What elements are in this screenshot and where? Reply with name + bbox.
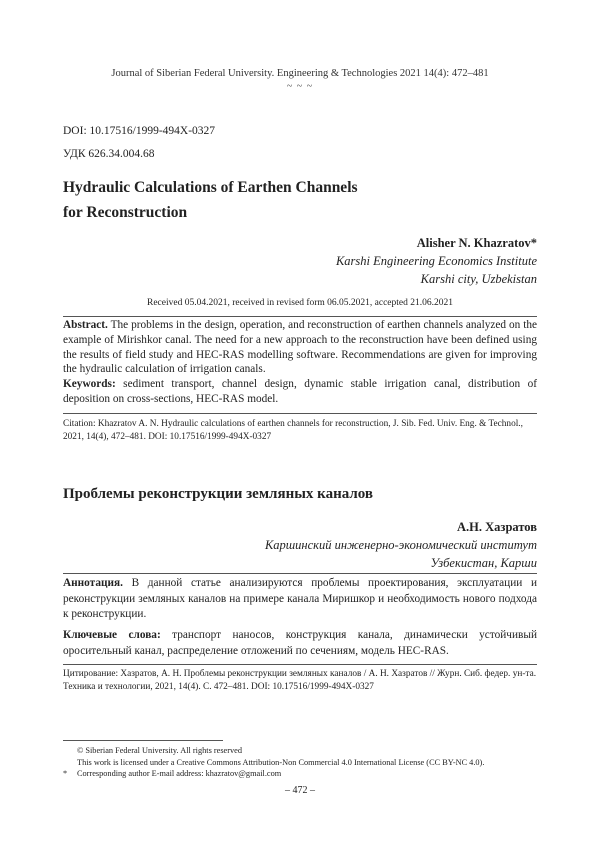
license-text[interactable]: This work is licensed under a Creative Commons Attribution-Non Commercial 4.0 International License (CC BY-NC 4.0). [77, 757, 485, 767]
abstract-ru [63, 576, 537, 623]
author-name-ru: А.Н. Хазратов [457, 520, 537, 534]
abstract-text-ru: В данной статье анализируются проблемы проектирования, эксплуатации и реконструкции земляных каналов на примере канала Миришкор и необходимость нового подхода к реконструкции. [63, 577, 537, 620]
page-number: – 472 – [285, 785, 315, 796]
received-dates: Received 05.04.2021, received in revised form 06.05.2021, accepted 21.06.2021 [146, 298, 454, 308]
affiliation-ru: Каршинский инженерно-экономический институт [264, 538, 537, 552]
udk: УДК 626.34.004.68 [63, 148, 155, 160]
keywords-en [63, 377, 537, 407]
asterisk-mark: * [63, 769, 68, 778]
abstract-en [63, 318, 537, 377]
keywords-ru [63, 628, 537, 659]
author-block-ru [265, 518, 537, 572]
doi[interactable]: DOI: 10.17516/1999-494X-0327 [63, 125, 216, 137]
divider [63, 664, 537, 665]
citation-ru: Цитирование: Хазратов, А. Н. Проблемы реконструкции земляных каналов / А. Н. Хазратов // Журн. Сиб. федер. ун-та. Техника и технологии, 2021, 14(4). С. 472–481. DOI: 10.17516/1999-494X-0327 [63, 669, 537, 692]
divider [63, 316, 537, 317]
copyright-text: © Siberian Federal University. All rights reserved [77, 746, 242, 755]
keywords-label-en: Keywords: [63, 378, 116, 390]
abstract-label-ru: Аннотация. [63, 577, 123, 589]
location-ru: Узбекистан, Карши [430, 556, 537, 570]
article-title-en [63, 175, 483, 225]
abstract-text-en: The problems in the design, operation, and reconstruction of earthen channels analyzed on the example of Mirishkor canal. The need for a new approach to the reconstruction have been defined using the results of field study and HEC-RAS modelling software. Recommendations are given for improving the hydraulic calculation of irrigation canals. [63, 319, 537, 376]
keywords-text-en: sediment transport, channel design, dynamic stable irrigation canal, distribution of deposition on cross-sections, HEC-RAS model. [63, 378, 537, 405]
footnote-corresponding [63, 768, 543, 780]
divider [63, 573, 537, 574]
affiliation-en: Karshi Engineering Economics Institute [335, 254, 537, 268]
footnote-copyright [63, 745, 543, 757]
abstract-label-en: Abstract. [63, 319, 108, 331]
location-en: Karshi city, Uzbekistan [420, 272, 537, 286]
article-title-ru: Проблемы реконструкции земляных каналов [63, 486, 374, 502]
footnotes [63, 745, 543, 780]
header-separator: ~ ~ ~ [286, 81, 314, 92]
journal-header: Journal of Siberian Federal University. Engineering & Technologies 2021 14(4): 472–481 [111, 68, 489, 79]
footnote-rule [63, 740, 223, 741]
title-line-1: Hydraulic Calculations of Earthen Channels [63, 179, 358, 196]
footnote-license [63, 757, 543, 769]
keywords-label-ru: Ключевые слова: [63, 629, 161, 641]
divider [63, 413, 537, 414]
author-name-en: Alisher N. Khazratov* [416, 236, 537, 250]
title-line-2: for Reconstruction [63, 204, 188, 221]
corresponding-text[interactable]: Corresponding author E-mail address: khazratov@gmail.com [77, 769, 282, 778]
author-block-en [336, 234, 537, 288]
keywords-text-ru: транспорт наносов, конструкция канала, динамически устойчивый оросительный канал, распределение отложений по сечениям, модель HEC-RAS. [63, 629, 537, 657]
citation-en: Citation: Khazratov A. N. Hydraulic calculations of earthen channels for reconstruction, J. Sib. Fed. Univ. Eng. & Technol., 2021, 14(4), 472–481. DOI: 10.17516/1999-494X-0327 [63, 419, 523, 442]
